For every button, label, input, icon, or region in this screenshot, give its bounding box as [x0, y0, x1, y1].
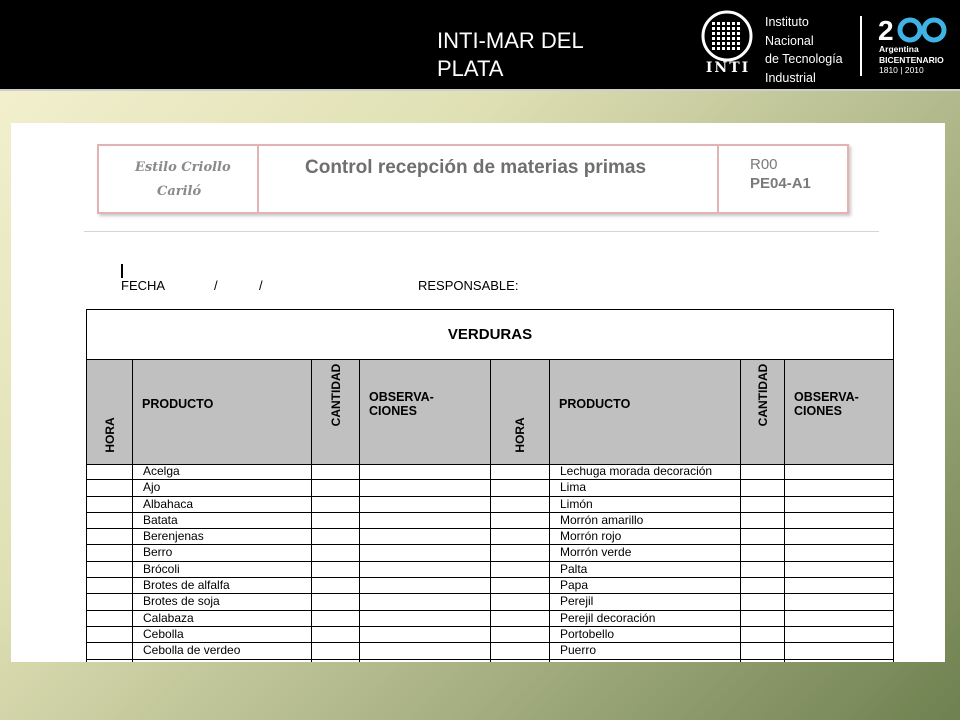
banner-divider: [860, 16, 862, 76]
cell-cantidad[interactable]: [741, 513, 785, 528]
date-separator: /: [259, 278, 263, 293]
cell-hora[interactable]: [491, 643, 550, 658]
cell-hora[interactable]: [87, 513, 133, 528]
cell-producto: [133, 660, 312, 662]
cell-cantidad[interactable]: [312, 464, 360, 479]
table-header-row: [86, 359, 894, 465]
document-page: [11, 123, 945, 662]
table-row: [86, 578, 894, 594]
header-label: HORA: [513, 417, 527, 453]
cell-observaciones[interactable]: [785, 643, 893, 658]
table-row: [86, 611, 894, 627]
date-separator: /: [214, 278, 218, 293]
header-label: CANTIDAD: [755, 364, 770, 427]
header-banner: [0, 0, 960, 91]
cell-cantidad[interactable]: [741, 545, 785, 560]
cell-producto: Palta: [550, 562, 741, 577]
cell-producto: Portobello: [550, 627, 741, 642]
cell-cantidad[interactable]: [312, 497, 360, 512]
cell-cantidad[interactable]: [312, 660, 360, 662]
cell-producto: Brócoli: [133, 562, 312, 577]
inti-line: Nacional: [765, 33, 814, 48]
cell-producto: Perejil: [550, 594, 741, 609]
cell-producto: Cebolla: [133, 627, 312, 642]
cell-cantidad[interactable]: [312, 562, 360, 577]
cell-hora[interactable]: [87, 594, 133, 609]
cell-cantidad[interactable]: [312, 643, 360, 658]
cell-cantidad[interactable]: [312, 611, 360, 626]
cell-hora[interactable]: [87, 497, 133, 512]
table-row: [86, 562, 894, 578]
cell-observaciones[interactable]: [360, 464, 491, 479]
cell-producto: Ajo: [133, 480, 312, 495]
col-header-hora: [87, 360, 133, 464]
cell-producto: Morrón verde: [550, 545, 741, 560]
cell-hora[interactable]: [87, 545, 133, 560]
fecha-label: FECHA: [121, 278, 166, 293]
page-title: INTI-MAR DEL PLATA: [437, 28, 583, 81]
cell-hora[interactable]: [491, 562, 550, 577]
cell-hora[interactable]: [87, 627, 133, 642]
cell-hora[interactable]: [87, 480, 133, 495]
cell-producto: Albahaca: [133, 497, 312, 512]
inti-line: Instituto: [765, 15, 809, 29]
cell-observaciones[interactable]: [360, 594, 491, 609]
table-body: [86, 464, 894, 662]
cell-observaciones[interactable]: [785, 545, 893, 560]
table-row: [86, 513, 894, 529]
cell-hora[interactable]: [87, 660, 133, 662]
cell-producto: Morrón amarillo: [550, 513, 741, 528]
table-row: [86, 594, 894, 610]
cell-producto: Morrón rojo: [550, 529, 741, 544]
table-row: [86, 464, 894, 480]
bic-line: Argentina: [879, 44, 919, 54]
col-header-observaciones-2: [785, 360, 893, 464]
cell-cantidad[interactable]: [741, 480, 785, 495]
cell-cantidad[interactable]: [741, 660, 785, 662]
cell-cantidad[interactable]: [312, 545, 360, 560]
cell-cantidad[interactable]: [312, 578, 360, 593]
header-label-line: CIONES: [369, 404, 417, 418]
cell-observaciones[interactable]: [360, 513, 491, 528]
cell-cantidad[interactable]: [312, 480, 360, 495]
revision-label: R00: [750, 156, 778, 173]
cell-hora[interactable]: [491, 594, 550, 609]
cell-producto: Batata: [133, 513, 312, 528]
cell-observaciones[interactable]: [360, 529, 491, 544]
brand-line: Cariló: [157, 184, 202, 199]
cell-hora[interactable]: [491, 660, 550, 662]
table-row: [86, 627, 894, 643]
document-code: PE04-A1: [750, 175, 811, 192]
cell-hora[interactable]: [491, 513, 550, 528]
cell-hora[interactable]: [491, 627, 550, 642]
cell-observaciones[interactable]: [360, 660, 491, 662]
table-row: [86, 480, 894, 496]
cell-cantidad[interactable]: [741, 529, 785, 544]
brand-cell: [99, 146, 259, 212]
col-header-producto-2: [550, 360, 741, 464]
bic-line: BICENTENARIO: [879, 54, 944, 65]
header-label: CANTIDAD: [328, 364, 343, 427]
header-label: PRODUCTO: [142, 397, 214, 411]
cell-producto: Lechuga morada decoración: [550, 464, 741, 479]
inti-line: Industrial: [765, 70, 816, 85]
cell-observaciones[interactable]: [360, 562, 491, 577]
cell-producto: Cebolla de verdeo: [133, 643, 312, 658]
separator-line: [84, 231, 879, 232]
cell-observaciones[interactable]: [785, 497, 893, 512]
col-header-hora-2: [491, 360, 550, 464]
col-header-producto: [133, 360, 312, 464]
title-cell: [259, 146, 719, 212]
cell-hora[interactable]: [87, 611, 133, 626]
brand-logo-text: [135, 156, 231, 204]
cell-observaciones[interactable]: [785, 660, 893, 662]
cell-producto: Berenjenas: [133, 529, 312, 544]
responsable-label: RESPONSABLE:: [418, 278, 519, 293]
inti-line: de Tecnología: [765, 52, 843, 66]
cell-hora[interactable]: [491, 464, 550, 479]
bicentenario-text: [879, 44, 944, 76]
cell-hora[interactable]: [491, 545, 550, 560]
cell-hora[interactable]: [87, 464, 133, 479]
cell-cantidad[interactable]: [741, 594, 785, 609]
cell-cantidad[interactable]: [741, 464, 785, 479]
cell-cantidad[interactable]: [312, 594, 360, 609]
cell-hora[interactable]: [491, 497, 550, 512]
cell-observaciones[interactable]: [785, 594, 893, 609]
cell-hora[interactable]: [87, 562, 133, 577]
cell-cantidad[interactable]: [741, 643, 785, 658]
cell-hora[interactable]: [491, 480, 550, 495]
cell-producto: Brotes de soja: [133, 594, 312, 609]
col-header-observaciones: [360, 360, 491, 464]
cell-producto: Berro: [133, 545, 312, 560]
header-label-line: CIONES: [794, 404, 842, 418]
cell-producto: Lima: [550, 480, 741, 495]
header-label: [794, 390, 859, 418]
bicentenario-200-logo-icon: [878, 16, 948, 44]
col-header-cantidad-2: [741, 360, 785, 464]
cell-producto: Calabaza: [133, 611, 312, 626]
document-title: Control recepción de materias primas: [305, 157, 647, 178]
cell-cantidad[interactable]: [741, 578, 785, 593]
svg-text:2: 2: [878, 16, 894, 44]
table-row: [86, 660, 894, 662]
cell-cantidad[interactable]: [741, 627, 785, 642]
cell-producto: [550, 660, 741, 662]
table-title: VERDURAS: [86, 309, 894, 360]
code-cell: [719, 146, 847, 212]
cell-hora[interactable]: [87, 578, 133, 593]
cell-hora[interactable]: [87, 529, 133, 544]
cell-observaciones[interactable]: [785, 480, 893, 495]
revision-block: [750, 155, 811, 193]
cell-cantidad[interactable]: [312, 627, 360, 642]
cell-hora[interactable]: [491, 529, 550, 544]
brand-line: Estilo Criollo: [135, 160, 231, 175]
table-row: [86, 497, 894, 513]
cell-observaciones[interactable]: [785, 513, 893, 528]
table-row: [86, 545, 894, 561]
cell-observaciones[interactable]: [360, 627, 491, 642]
table-row: [86, 643, 894, 659]
cell-cantidad[interactable]: [312, 529, 360, 544]
cell-observaciones[interactable]: [360, 643, 491, 658]
cell-observaciones[interactable]: [360, 545, 491, 560]
cell-observaciones[interactable]: [360, 497, 491, 512]
header-label: PRODUCTO: [559, 397, 631, 411]
document-header: [97, 144, 849, 214]
inti-wordmark: INTI: [705, 60, 751, 76]
cell-observaciones[interactable]: [785, 562, 893, 577]
header-label-line: OBSERVA-: [794, 390, 859, 404]
col-header-cantidad: [312, 360, 360, 464]
cell-producto: Papa: [550, 578, 741, 593]
cell-observaciones[interactable]: [785, 611, 893, 626]
cell-observaciones[interactable]: [785, 627, 893, 642]
cell-producto: Puerro: [550, 643, 741, 658]
cell-observaciones[interactable]: [360, 578, 491, 593]
cell-cantidad[interactable]: [741, 562, 785, 577]
table-row: [86, 529, 894, 545]
cell-observaciones[interactable]: [360, 480, 491, 495]
text-cursor: [121, 264, 123, 278]
cell-observaciones[interactable]: [785, 529, 893, 544]
cell-observaciones[interactable]: [360, 611, 491, 626]
header-label: [369, 390, 434, 418]
cell-producto: Limón: [550, 497, 741, 512]
cell-hora[interactable]: [491, 578, 550, 593]
cell-producto: Brotes de alfalfa: [133, 578, 312, 593]
cell-observaciones[interactable]: [785, 464, 893, 479]
cell-hora[interactable]: [87, 643, 133, 658]
cell-cantidad[interactable]: [312, 513, 360, 528]
cell-hora[interactable]: [491, 611, 550, 626]
cell-cantidad[interactable]: [741, 611, 785, 626]
header-label: HORA: [102, 417, 117, 453]
bic-line: 1810 | 2010: [879, 65, 924, 75]
cell-producto: Acelga: [133, 464, 312, 479]
cell-observaciones[interactable]: [785, 578, 893, 593]
header-label-line: OBSERVA-: [369, 390, 434, 404]
inti-name-text: [765, 13, 843, 87]
cell-producto: Perejil decoración: [550, 611, 741, 626]
cell-cantidad[interactable]: [741, 497, 785, 512]
